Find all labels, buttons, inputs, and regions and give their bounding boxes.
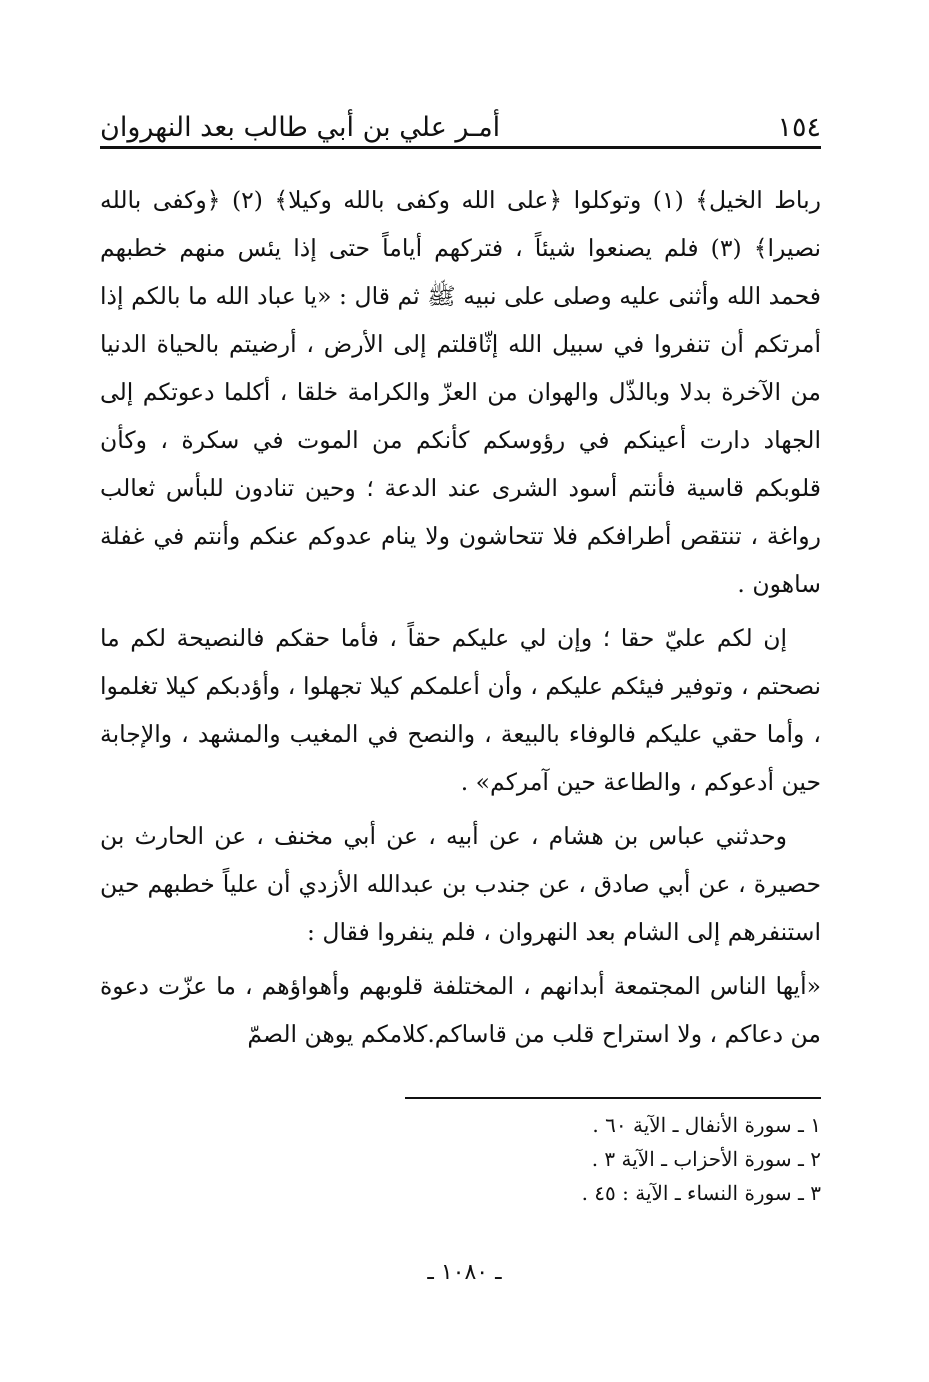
footnote-2: ٢ ـ سورة الأحزاب ـ الآية ٣ . [591,1147,821,1171]
footnote-3: ٣ ـ سورة النساء ـ الآية : ٤٥ . [581,1181,821,1205]
header-page-number: ١٥٤ [777,111,821,143]
footer-page-number: ـ ١٠٨٠ ـ [427,1260,502,1285]
paragraph-1: رباط الخيل﴾ (١) وتوكلوا ﴿على الله وكفى بالله وكيلا﴾ (٢) ﴿وكفى بالله نصيرا﴾ (٣) فلم يصنعوا شيئاً ، فتركهم أياماً حتى إذا يئس منهم خطبهم فحمد الله وأثنى عليه وصلى على نبيه ﷺ ثم قال : «يا عباد الله ما بالكم إذا أمرتكم أن تنفروا في سبيل الله إثّاقلتم إلى الأرض ، أرضيتم بالحياة الدنيا من الآخرة بدلا وبالذّل والهوان من العزّ والكرامة خلقا ، أكلما دعوتكم إلى الجهاد دارت أعينكم في رؤوسكم كأنكم من الموت في سكرة ، وكأن قلوبكم قاسية فأنتم أسود الشرى عند الدعة ؛ وحين تنادون للبأس ثعالب رواغة ، تنتقص أطرافكم فلا تتحاشون ولا ينام عدوكم عنكم وأنتم في غفلة ساهون . [100,186,821,598]
paragraph-2: إن لكم عليّ حقا ؛ وإن لي عليكم حقاً ، فأما حقكم فالنصيحة لكم ما نصحتم ، وتوفير فيئكم عليكم ، وأن أعلمكم كيلا تجهلوا ، وأؤدبكم كيلا تغلموا ، وأما حقي عليكم فالوفاء بالبيعة ، والنصح في المغيب والمشهد ، والإجابة حين أدعوكم ، والطاعة حين آمركم» . [100,624,821,796]
paragraph-3: وحدثني عباس بن هشام ، عن أبيه ، عن أبي مخنف ، عن الحارث بن حصيرة ، عن أبي صادق ، عن جندب بن عبدالله الأزدي أن علياً خطبهم حين استنفرهم إلى الشام بعد النهروان ، فلم ينفروا فقال : [100,822,821,946]
paragraph-4: «أيها الناس المجتمعة أبدانهم ، المختلفة قلوبهم وأهواؤهم ، ما عزّت دعوة من دعاكم ، ولا استراح قلب من قاساكم.كلامكم يوهن الصمّ [100,972,821,1048]
header-rule [100,146,821,149]
footnote-rule [405,1097,821,1099]
page-header [100,92,821,144]
running-title: أمـر علي بن أبي طالب بعد النهروان [100,111,501,143]
main-text [100,176,821,1064]
footnotes [100,1108,821,1210]
footnote-1: ١ ـ سورة الأنفال ـ الآية ٦٠ . [592,1113,821,1137]
